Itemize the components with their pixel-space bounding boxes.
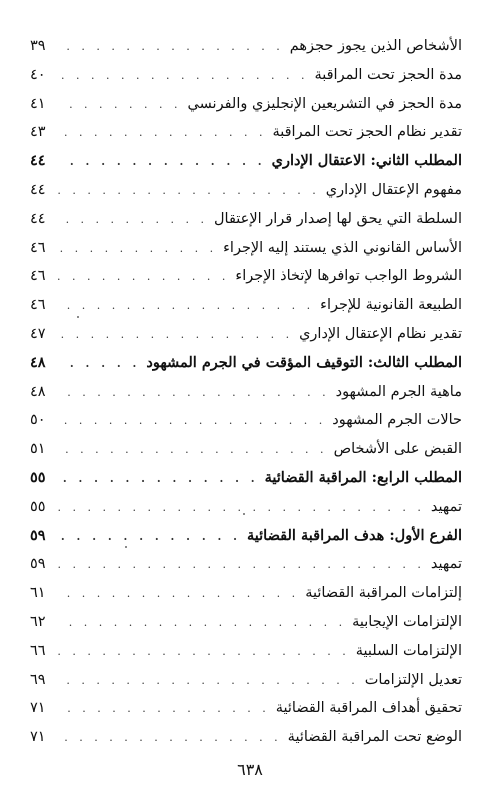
toc-entry-title: تحقيق أهداف المراقبة القضائية [275, 700, 462, 717]
toc-entry-page: ٤٣ [30, 124, 46, 141]
dot-leader [58, 695, 270, 724]
toc-entry-title: تمهيد [430, 498, 462, 515]
toc-entry [30, 349, 462, 378]
toc-entry [30, 262, 462, 291]
toc-entry [30, 205, 462, 234]
toc-entry-page: ٥١ [30, 441, 46, 458]
toc-entry-page: ٦٩ [30, 671, 46, 688]
toc-entry-page: ٤٧ [30, 325, 46, 342]
dot-leader [58, 436, 328, 465]
toc-entry-title: المطلب الثاني: الاعتقال الإداري [271, 152, 462, 170]
toc-entry [30, 637, 462, 666]
toc-entry-title: الطبيعة القانونية للإجراء [320, 297, 462, 314]
toc-entry [30, 464, 462, 493]
toc-entry [30, 694, 462, 723]
toc-entry-title: الفرع الأول: هدف المراقبة القضائية [246, 526, 462, 544]
toc-entry-page: ٤٦ [30, 239, 46, 256]
toc-entry-title: مدة الحجز في التشريعين الإنجليزي والفرنسي [187, 95, 462, 112]
print-speck [125, 546, 127, 548]
toc-entry-title: تقدير نظام الإعتقال الإداري [299, 325, 462, 342]
toc-entry-page: ٦٢ [30, 613, 46, 630]
dot-leader [58, 724, 282, 753]
dot-leader [58, 494, 425, 523]
toc-entry-page: ٧١ [30, 700, 46, 717]
dot-leader [58, 235, 217, 264]
toc-entry-title: تمهيد [430, 556, 462, 573]
toc-entry-title: إلتزامات المراقبة القضائية [305, 585, 462, 602]
toc-entry-page: ٤١ [30, 95, 46, 112]
toc-entry-title: الأساس القانوني الذي يستند إليه الإجراء [223, 239, 462, 256]
dot-leader [58, 609, 346, 638]
toc-entry-page: ٤٠ [30, 66, 46, 83]
toc-entry-page: ٤٤ [30, 152, 46, 170]
dot-leader [58, 62, 308, 91]
toc-entry-title: ماهية الجرم المشهود [335, 383, 462, 400]
toc-entry [30, 291, 462, 320]
toc-entry-page: ٥٩ [30, 526, 46, 544]
toc-entry-page: ٤٤ [30, 210, 46, 227]
toc-entry-page: ٧١ [30, 729, 46, 746]
toc-entry-title: مفهوم الإعتقال الإداري [325, 181, 462, 198]
toc-entry [30, 234, 462, 263]
toc-entry [30, 147, 462, 176]
toc-entry-title: الأشخاص الذين يجوز حجزهم [289, 38, 462, 54]
toc-entry [30, 723, 462, 752]
dot-leader [58, 350, 140, 379]
toc-entry [30, 579, 462, 608]
dot-leader [58, 465, 259, 494]
toc-entry [30, 435, 462, 464]
print-speck [77, 316, 79, 318]
dot-leader [58, 177, 320, 206]
toc-entry [30, 406, 462, 435]
toc-entry-page: ٥٥ [30, 498, 46, 515]
toc-entry [30, 32, 462, 61]
dot-leader [58, 206, 208, 235]
toc-entry [30, 176, 462, 205]
toc-entry [30, 378, 462, 407]
toc-entry-title: حالات الجرم المشهود [332, 412, 462, 429]
toc-entry-page: ٤٦ [30, 297, 46, 314]
toc-entry [30, 550, 462, 579]
toc-entry-title: الشروط الواجب توافرها لإتخاذ الإجراء [235, 268, 462, 285]
dot-leader [58, 292, 314, 321]
toc-entry-title: مدة الحجز تحت المراقبة [314, 66, 462, 83]
toc-entry-title: المطلب الثالث: التوقيف المؤقت في الجرم المشهود [146, 353, 462, 371]
toc-entry-title: الإلتزامات الإيجابية [352, 613, 462, 630]
dot-leader [58, 667, 359, 696]
toc-entry-title: المطلب الرابع: المراقبة القضائية [264, 468, 462, 486]
dot-leader [58, 551, 425, 580]
toc-entry-page: ٤٨ [30, 353, 46, 371]
toc-entry-page: ٥٥ [30, 468, 46, 486]
dot-leader [58, 91, 182, 120]
dot-leader [58, 119, 266, 148]
toc-entry-page: ٣٩ [30, 38, 46, 54]
dot-leader [58, 580, 299, 609]
dot-leader [58, 379, 330, 408]
toc-entry [30, 493, 462, 522]
toc-entry [30, 320, 462, 349]
toc-entry-title: الإلتزامات السلبية [355, 642, 462, 659]
toc-entry-page: ٤٤ [30, 181, 46, 198]
toc-entry-page: ٤٦ [30, 268, 46, 285]
dot-leader [58, 407, 326, 436]
toc-entry-title: تعديل الإلتزامات [364, 671, 462, 688]
dot-leader [58, 321, 293, 350]
toc-entry-title: تقدير نظام الحجز تحت المراقبة [272, 124, 462, 141]
dot-leader [58, 148, 266, 177]
toc-entry-page: ٥٠ [30, 412, 46, 429]
table-of-contents [30, 32, 462, 752]
toc-entry [30, 118, 462, 147]
toc-entry-title: الوضع تحت المراقبة القضائية [287, 729, 462, 746]
page-number: ٦٣٨ [237, 760, 263, 779]
print-speck [243, 513, 245, 515]
toc-entry [30, 61, 462, 90]
toc-entry-page: ٤٨ [30, 383, 46, 400]
toc-entry-page: ٥٩ [30, 556, 46, 573]
toc-entry [30, 522, 462, 551]
dot-leader [58, 263, 229, 292]
dot-leader [58, 523, 241, 552]
dot-leader [58, 638, 350, 667]
dot-leader [58, 33, 284, 62]
toc-entry-page: ٦١ [30, 585, 46, 602]
toc-entry-title: القبض على الأشخاص [333, 441, 462, 458]
toc-entry [30, 666, 462, 695]
toc-entry-page: ٦٦ [30, 642, 46, 659]
toc-entry [30, 90, 462, 119]
toc-entry-title: السلطة التي يحق لها إصدار قرار الإعتقال [214, 210, 462, 227]
toc-entry [30, 608, 462, 637]
